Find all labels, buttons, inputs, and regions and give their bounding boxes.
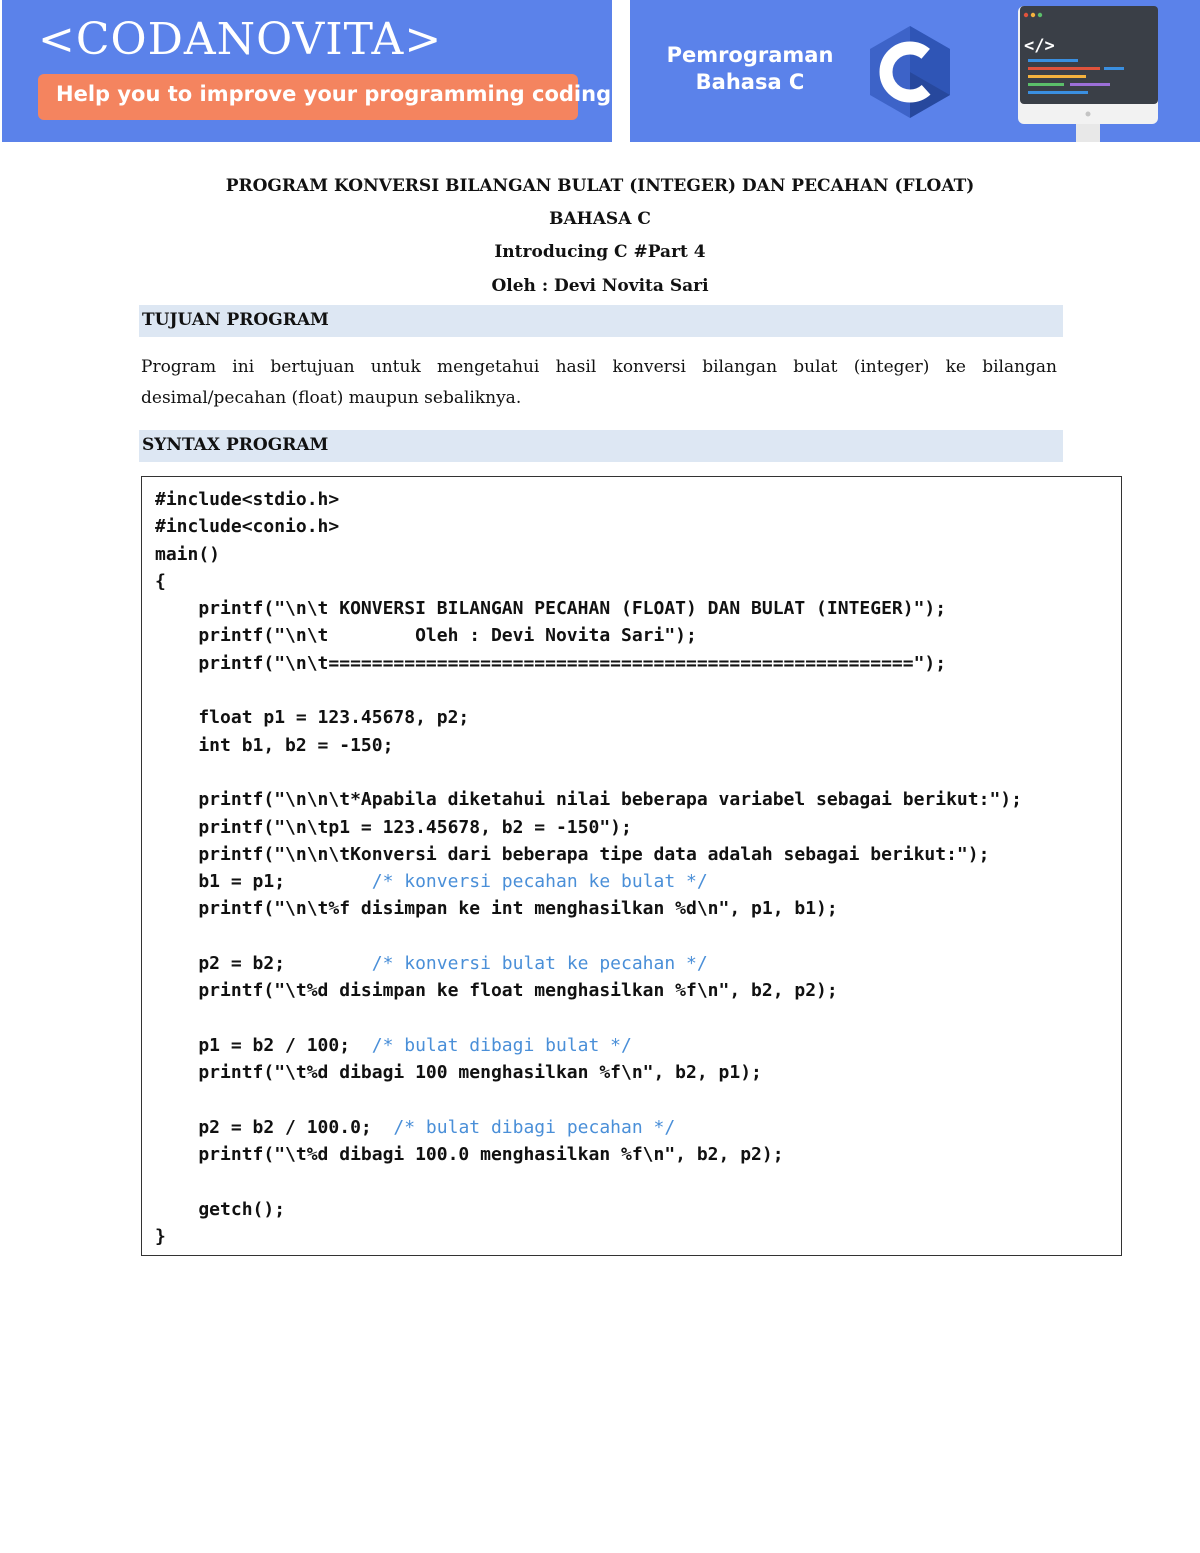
course-title-line2: Bahasa C	[695, 70, 805, 94]
code-line	[155, 1087, 1022, 1114]
code-line	[155, 814, 1022, 841]
tujuan-paragraph: Program ini bertujuan untuk mengetahui hasil konversi bilangan bulat (integer) ke bilangan desimal/pecahan (float) maupun sebaliknya.	[141, 357, 1057, 408]
code-line	[155, 677, 1022, 704]
code-line	[155, 568, 1022, 595]
code-line-text: #include<conio.h>	[155, 516, 340, 538]
section-bar-syntax	[139, 430, 1063, 462]
code-line-text: printf("\n\t Oleh : Devi Novita Sari");	[155, 625, 697, 647]
tagline-text: Help you to improve your programming coding	[56, 82, 612, 106]
document-title-line2: BAHASA C	[549, 209, 651, 229]
code-line	[155, 1032, 1022, 1059]
code-line	[155, 1005, 1022, 1032]
code-line-text: printf("\n\t KONVERSI BILANGAN PECAHAN (FLOAT) DAN BULAT (INTEGER)");	[155, 598, 947, 620]
code-line	[155, 486, 1022, 513]
section-heading-tujuan: TUJUAN PROGRAM	[142, 310, 329, 330]
code-line	[155, 786, 1022, 813]
code-line	[155, 895, 1022, 922]
code-comment: /* bulat dibagi pecahan */	[393, 1116, 676, 1138]
code-line	[155, 977, 1022, 1004]
document-subtitle: Introducing C #Part 4	[494, 242, 706, 262]
code-line	[155, 622, 1022, 649]
code-line-text: {	[155, 570, 166, 592]
code-line-text: printf("\t%d dibagi 100.0 menghasilkan %f\n", b2, p2);	[155, 1144, 784, 1166]
code-line	[155, 868, 1022, 895]
code-line-text: printf("\n\tp1 = 123.45678, b2 = -150");	[155, 816, 632, 838]
code-line-text: float p1 = 123.45678, p2;	[155, 707, 470, 729]
code-line	[155, 923, 1022, 950]
brand-logo-text: <CODANOVITA>	[38, 14, 443, 65]
code-comment: /* bulat dibagi bulat */	[371, 1034, 632, 1056]
code-block	[141, 476, 1122, 1256]
code-line	[155, 1196, 1022, 1223]
code-comment: /* konversi bulat ke pecahan */	[371, 953, 708, 975]
code-listing	[155, 486, 1022, 1250]
code-monitor-icon	[1014, 6, 1162, 142]
code-line-text: }	[155, 1226, 166, 1248]
code-line	[155, 759, 1022, 786]
document-author: Oleh : Devi Novita Sari	[491, 276, 709, 296]
code-line	[155, 1059, 1022, 1086]
code-line-text: #include<stdio.h>	[155, 489, 340, 510]
code-line	[155, 1114, 1022, 1141]
code-line-text: main()	[155, 543, 221, 565]
code-line	[155, 513, 1022, 540]
code-line-text: printf("\n\n\tKonversi dari beberapa tipe data adalah sebagai berikut:");	[155, 843, 990, 865]
c-language-logo-icon	[866, 24, 954, 120]
code-line	[155, 1141, 1022, 1168]
section-heading-syntax: SYNTAX PROGRAM	[142, 435, 329, 455]
code-comment: /* konversi pecahan ke bulat */	[371, 871, 708, 893]
code-line-text: printf("\n\n\t*Apabila diketahui nilai beberapa variabel sebagai berikut:");	[155, 789, 1022, 811]
code-line	[155, 1168, 1022, 1195]
code-line	[155, 704, 1022, 731]
course-title	[646, 42, 854, 96]
code-line-text: b1 = p1;	[155, 871, 372, 893]
code-line	[155, 732, 1022, 759]
code-line	[155, 1223, 1022, 1250]
code-line	[155, 841, 1022, 868]
code-line-text: printf("\t%d dibagi 100 menghasilkan %f\n", b2, p1);	[155, 1062, 762, 1084]
course-title-line1: Pemrograman	[666, 43, 834, 67]
code-line-text: int b1, b2 = -150;	[155, 734, 394, 756]
code-line-text: printf("\t%d disimpan ke float menghasilkan %f\n", b2, p2);	[155, 980, 838, 1002]
code-line	[155, 950, 1022, 977]
code-line	[155, 541, 1022, 568]
section-bar-tujuan	[139, 305, 1063, 337]
code-line-text: printf("\n\t%f disimpan ke int menghasilkan %d\n", p1, b1);	[155, 898, 838, 920]
code-line	[155, 595, 1022, 622]
code-line-text: p2 = b2;	[155, 953, 372, 975]
monitor-code-glyph: </>	[1024, 36, 1055, 56]
code-line-text: p1 = b2 / 100;	[155, 1034, 372, 1056]
code-line	[155, 650, 1022, 677]
code-line-text: p2 = b2 / 100.0;	[155, 1116, 394, 1138]
document-title-line1: PROGRAM KONVERSI BILANGAN BULAT (INTEGER) DAN PECAHAN (FLOAT)	[225, 176, 975, 196]
code-line-text: getch();	[155, 1198, 286, 1220]
code-line-text: printf("\n\t======================================================");	[155, 652, 947, 674]
